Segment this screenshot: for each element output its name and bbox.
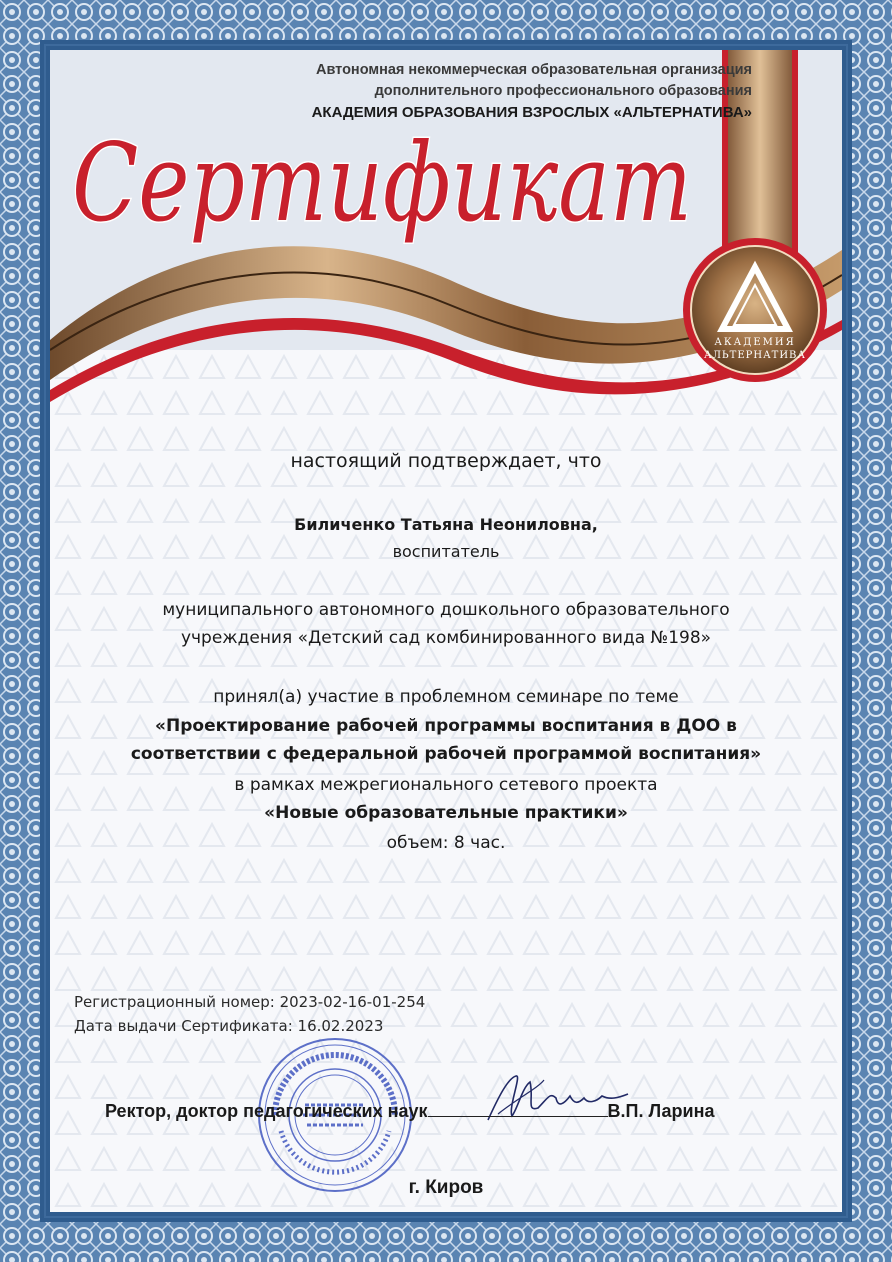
- recipient-name: Биличенко Татьяна Неониловна,: [294, 515, 598, 534]
- registration-info: [74, 990, 425, 1038]
- intro-text: настоящий подтверждает, что: [290, 450, 602, 472]
- certificate-title: Сертификат: [72, 121, 692, 246]
- institution-line-1: муниципального автономного дошкольного образовательного: [162, 600, 730, 620]
- organization-line-1: Автономная некоммерческая образовательная организация: [315, 62, 752, 78]
- project-intro: в рамках межрегионального сетевого проекта: [234, 775, 658, 795]
- city: г. Киров: [408, 1177, 484, 1198]
- institution-line-2: учреждения «Детский сад комбинированного вида №198»: [180, 628, 712, 648]
- issue-date: Дата выдачи Сертификата: 16.02.2023: [74, 1017, 384, 1035]
- organization-name: АКАДЕМИЯ ОБРАЗОВАНИЯ ВЗРОСЛЫХ «АЛЬТЕРНАТИВА»: [311, 104, 752, 121]
- registration-number: Регистрационный номер: 2023-02-16-01-254: [74, 993, 426, 1011]
- certificate-body: [50, 50, 842, 1212]
- rector-name: В.П. Ларина: [607, 1101, 715, 1121]
- academy-seal: [680, 235, 830, 385]
- course-volume: объем: 8 час.: [386, 833, 506, 853]
- seal-text-line-2: АЛЬТЕРНАТИВА: [704, 350, 806, 361]
- seminar-topic-line-2: соответствии с федеральной рабочей программой воспитания»: [130, 744, 762, 764]
- seal-text-line-1: АКАДЕМИЯ: [714, 337, 796, 348]
- signature-blank: [428, 1100, 608, 1117]
- signature-line: [105, 1100, 805, 1122]
- recipient-position: воспитатель: [392, 542, 500, 561]
- participation-text: принял(а) участие в проблемном семинаре по теме: [213, 687, 679, 707]
- organization-line-2: дополнительного профессионального образования: [374, 83, 752, 99]
- seminar-topic-line-1: «Проектирование рабочей программы воспитания в ДОО в: [155, 716, 737, 736]
- project-name: «Новые образовательные практики»: [264, 803, 628, 823]
- rector-title: Ректор, доктор педагогических наук: [105, 1101, 428, 1121]
